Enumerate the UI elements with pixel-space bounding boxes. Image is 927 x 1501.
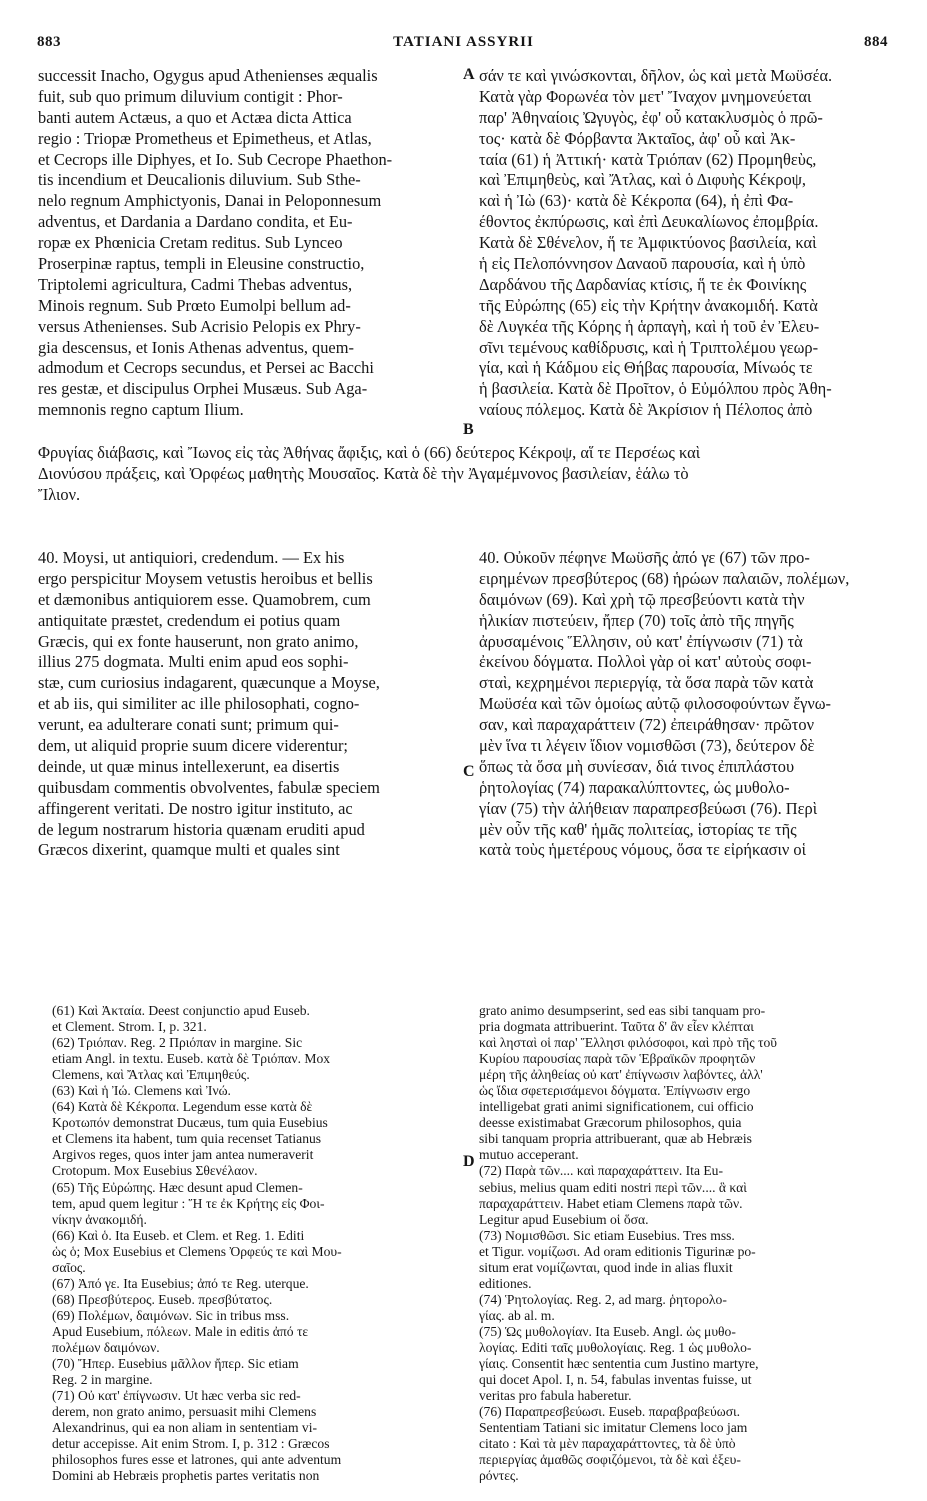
text-line: situm erat νομίζωνται, quod inde in alias fluxit [479, 1259, 733, 1275]
text-line: ειρημένων πρεσβύτερος (68) ἡρώων παλαιῶν, πολέμων, [479, 568, 850, 588]
text-line: Κυρίου παρουσίας παρὰ τῶν Ἑβραϊκῶν προφητῶν [479, 1051, 756, 1067]
text-line: καὶ λησταὶ οἱ παρ' Ἕλλησι φιλόσοφοι, καὶ πρὸ τῆς τοῦ [479, 1035, 777, 1051]
text-line: (71) Οὐ κατ' ἐπίγνωσιν. Ut hæc verba sic red- [52, 1388, 301, 1404]
text-line: καὶ ἡ Ἰὼ (63)· κατὰ δὲ Κέκροπα (64), ἡ ἐπὶ Φα- [479, 191, 794, 211]
footnotes-right [479, 1003, 892, 1484]
text-line: Reg. 2 in margine. [52, 1372, 153, 1388]
text-line: τος· κατὰ δὲ Φόρβαντα Ἀκταῖος, ἀφ' οὗ καὶ Ἀκ- [479, 128, 796, 148]
text-line: deinde, ut quæ minus intellexerunt, ea disertis [38, 756, 340, 776]
text-line: veritas pro fabula haberetur. [479, 1388, 632, 1404]
footnotes-left [52, 1003, 458, 1484]
text-line: 40. Moysi, ut antiquiori, credendum. — Ex his [38, 548, 345, 567]
margin-marker-d: D [463, 1153, 475, 1170]
text-line: μὲν οὖν τῆς καθ' ἡμᾶς πολιτείας, ἱστορίας τε τῆς [479, 819, 797, 839]
text-line: detur accepisse. Ait enim Strom. I, p. 312 : Græcos [52, 1436, 330, 1452]
text-line: etiam Angl. in textu. Euseb. κατὰ δὲ Τριόπαν. Mox [52, 1051, 331, 1067]
text-line: verunt, ea adulterare conati sunt; primum qui- [38, 715, 339, 735]
text-line: (73) Νομισθῶσι. Sic etiam Eusebius. Tres mss. [479, 1227, 735, 1243]
text-line: λογίας. Editi ταῖς μυθολογίαις. Reg. 1 ὡς μυθολο- [479, 1339, 752, 1355]
text-line: γίαν (75) τὴν ἀλήθειαν παραπρεσβεύωσι (76). Περὶ [479, 798, 818, 818]
text-line: Ἴλιον. [38, 484, 81, 504]
text-line: Alexandrinus, qui ea non aliam in sententiam vi- [52, 1420, 318, 1436]
text-line: ἀρυσαμένοις Ἕλλησιν, οὐ κατ' ἐπίγνωσιν (71) τὰ [479, 631, 803, 651]
text-line: μὲν ἵνα τι λέγειν ἴδιον νομισθῶσι (73), δεύτερον δὲ [479, 736, 815, 756]
text-line: intelligebat grati animi significationem, cui officio [479, 1099, 754, 1115]
text-line: res gestæ, et discipulus Orphei Musæus. Sub Aga- [38, 379, 368, 399]
text-line: Διονύσου πράξεις, καὶ Ὀρφέως μαθητὴς Μουσαῖος. Κατὰ δὲ τὴν Ἀγαμέμνονος βασιλείαν, ἑάλω τὸ [38, 463, 689, 483]
text-line: ὅπως τὰ ὅσα μὴ συνίεσαν, διά τινος ἐπιπλάστου [479, 756, 795, 776]
text-line: (74) Ῥητολογίας. Reg. 2, ad marg. ῥητορολο- [479, 1291, 727, 1307]
greek-full-width-text [38, 443, 894, 506]
text-line: Legitur apud Eusebium οἱ ὅσα. [479, 1211, 649, 1227]
text-line: deesse existimabat Græcorum philosophos, quia [479, 1115, 742, 1131]
text-line: sibi tanquam propria attribuerant, quæ ab Hebræis [479, 1131, 752, 1147]
text-line: σῖνι τεμένους καθίδρυσις, καὶ ἡ Τριπτολέμου γεωρ- [479, 337, 819, 357]
text-line: regio : Triopæ Prometheus et Epimetheus, et Atlas, [38, 128, 372, 148]
text-line: Δαρδάνου τῆς Δαρδανίας κτίσις, ἥ τε ἐκ Φοινίκης [479, 274, 807, 294]
text-line: ἐκείνου δόγματα. Πολλοὶ γὰρ οἱ κατ' αὐτοὺς σοφι- [479, 652, 812, 672]
text-line: δαιμόνων (69). Καὶ χρὴ τῷ πρεσβεύοντι κατὰ τὴν [479, 589, 805, 609]
text-line: νίκην ἀνακομιδή. [52, 1211, 147, 1227]
text-line: (63) Καὶ ἡ Ἰώ. Clemens καὶ Ἰνώ. [52, 1083, 231, 1099]
text-line: περιεργίας ἀμαθῶς σοφιζόμενοι, τὰ δὲ καὶ ἐξευ- [479, 1452, 741, 1468]
text-line: philosophos fures esse et latrones, qui ante adventum [52, 1452, 342, 1468]
text-line: Κροτωπόν demonstrat Ducæus, tum quia Eusebius [52, 1115, 328, 1131]
text-line: affingerent veritati. De nostro igitur instituto, ac [38, 798, 353, 818]
text-line: sebius, melius quam editi nostri περὶ τῶν.... ἃ καὶ [479, 1179, 747, 1195]
text-line: editiones. [479, 1275, 532, 1291]
margin-marker-b: B [463, 421, 474, 438]
text-line: σταὶ, κεχρημένοι περιεργίᾳ, τὰ ὅσα παρὰ τῶν κατὰ [479, 673, 814, 693]
margin-marker-c: C [463, 763, 475, 780]
text-line: παρ' Ἀθηναίοις Ὠγυγὸς, ἐφ' οὗ κατακλυσμὸς ὁ πρῶ- [479, 107, 823, 127]
page-number-left: 883 [37, 34, 61, 50]
text-line: et Tigur. νομίζωσι. Ad oram editionis Tigurinæ po- [479, 1243, 756, 1259]
text-line: ναίους πόλεμος. Κατὰ δὲ Ἀκρίσιον ἡ Πέλοπος ἀπὸ [479, 400, 813, 420]
greek-column-top [479, 66, 892, 421]
text-line: de legum nostrarum historia quænam eruditi apud [38, 819, 365, 839]
latin-column-mid [38, 548, 463, 861]
text-line: gia descensus, et Ionis Athenas adventus, quem- [38, 337, 354, 357]
text-line: μέρη τῆς ἀληθείας οὐ κατ' ἐπίγνωσιν λαβόντες, ἀλλ' [479, 1067, 763, 1083]
text-line: quibusdam commentis obvolventes, fabulæ speciem [38, 777, 380, 797]
text-line: (62) Τριόπαν. Reg. 2 Πριόπαν in margine. Sic [52, 1035, 303, 1051]
text-line: ρόντες. [479, 1468, 519, 1484]
text-line: (75) Ὡς μυθολογίαν. Ita Euseb. Angl. ὡς μυθο- [479, 1323, 736, 1339]
text-line: ταία (61) ἡ Ἀττική· κατὰ Τριόπαν (62) Προμηθεὺς, [479, 149, 817, 169]
text-line: dem, ut aliquid proprie suum dicere viderentur; [38, 736, 348, 756]
text-line: Argivos reges, quos inter jam antea numeraverit [52, 1147, 314, 1163]
text-line: banti autem Actæus, a quo et Actæa dicta Attica [38, 107, 352, 127]
text-line: Κατὰ γὰρ Φορωνέα τὸν μετ' Ἴναχον μνημονεύεται [479, 86, 812, 106]
text-line: (70) Ἤπερ. Eusebius μᾶλλον ἤπερ. Sic etiam [52, 1356, 299, 1372]
text-line: Κατὰ δὲ Σθένελον, ἥ τε Ἀμφικτύονος βασιλεία, καὶ [479, 233, 817, 253]
text-line: Crotopum. Mox Eusebius Σθενέλαον. [52, 1163, 258, 1179]
text-line: Clemens, καὶ Ἄτλας καὶ Ἐπιμηθεύς. [52, 1067, 250, 1083]
text-line: γίαις. Consentit hæc sententia cum Justino martyre, [479, 1356, 759, 1372]
text-line: qui docet Apol. I, n. 54, fabulas inventas fuisse, ut [479, 1372, 752, 1388]
text-line: antiquitate præstet, credendum ei potius quam [38, 610, 341, 630]
text-line: τῆς Εὐρώπης (65) εἰς τὴν Κρήτην ἀνακομιδή. Κατὰ [479, 295, 818, 315]
text-line: ropæ ex Phœnicia Cretam reditus. Sub Lynceo [38, 233, 343, 253]
text-line: Proserpinæ raptus, templi in Eleusine constructio, [38, 254, 365, 274]
text-line: Φρυγίας διάβασις, καὶ Ἴωνος εἰς τὰς Ἀθήνας ἄφιξις, καὶ ὁ (66) δεύτερος Κέκροψ, αἵ τε Περσέως καὶ [38, 443, 701, 462]
text-line: Triptolemi agricultura, Cadmi Thebas adventus, [38, 274, 353, 294]
text-line: έθοντος ἐκπύρωσις, καὶ ἐπὶ Δευκαλίωνος ἐπομβρία. [479, 212, 819, 232]
running-title: TATIANI ASSYRII [393, 34, 534, 50]
text-line: ὡς ἴδια σφετερισάμενοι δόγματα. Ἐπίγνωσιν ergo [479, 1083, 751, 1099]
text-line: successit Inacho, Ogygus apud Athenienses æqualis [38, 66, 378, 85]
text-line: ergo perspicitur Moysem vetustis heroibus et bellis [38, 568, 373, 588]
text-line: ῥητολογίας (74) παρακαλύπτοντες, ὡς μυθολο- [479, 777, 790, 797]
text-line: ἡ βασιλεία. Κατὰ δὲ Προῖτον, ὁ Εὐμόλπου πρὸς Ἀθη- [479, 379, 832, 399]
text-line: (66) Καὶ ὁ. Ita Euseb. et Clem. et Reg. 1. Editi [52, 1227, 305, 1243]
text-line: σάν τε καὶ γινώσκονται, δῆλον, ὡς καὶ μετὰ Μωϋσέα. [479, 66, 833, 85]
text-line: et Cecrops ille Diphyes, et Io. Sub Cecrope Phaethon- [38, 149, 393, 169]
text-line: fuit, sub quo primum diluvium contigit : Phor- [38, 86, 343, 106]
text-line: pria dogmata attribuerint. Ταῦτα δ' ἂν εἶεν κλέπται [479, 1019, 754, 1035]
margin-marker-a: A [463, 66, 475, 83]
text-line: Minois regnum. Sub Prœto Eumolpi bellum ad- [38, 295, 351, 315]
text-line: derem, non grato animo, persuasit mihi Clemens [52, 1404, 317, 1420]
text-line: versus Athenienses. Sub Acrisio Pelopis ex Phry- [38, 316, 361, 336]
text-line: mutuo acceperant. [479, 1147, 579, 1163]
text-line: grato animo desumpserint, sed eas sibi tanquam pro- [479, 1003, 766, 1018]
text-line: citato : Καὶ τὰ μὲν παραχαράττοντες, τὰ δὲ ὑπὸ [479, 1436, 736, 1452]
text-line: ἡλικίαν πιστεύειν, ἤπερ (70) τοῖς ἀπὸ τῆς πηγῆς [479, 610, 794, 630]
text-line: (69) Πολέμων, δαιμόνων. Sic in tribus mss. [52, 1307, 290, 1323]
page-number-right: 884 [864, 34, 888, 50]
text-line: καὶ Ἐπιμηθεὺς, καὶ Ἄτλας, καὶ ὁ Διφυὴς Κέκροψ, [479, 170, 807, 190]
text-line: παραχαράττειν. Habet etiam Clemens παρὰ τῶν. [479, 1195, 743, 1211]
text-line: (72) Παρὰ τῶν.... καὶ παραχαράττειν. Ita Eu- [479, 1163, 723, 1179]
text-line: memnonis regno captum Ilium. [38, 400, 244, 420]
text-line: (61) Καὶ Ἀκταία. Deest conjunctio apud Euseb. [52, 1003, 310, 1018]
text-line: (67) Ἀπό γε. Ita Eusebius; ἀπό τε Reg. uterque. [52, 1275, 309, 1291]
text-line: Apud Eusebium, πόλεων. Male in editis ἀπό τε [52, 1323, 309, 1339]
greek-column-mid [479, 548, 892, 861]
text-line: γία, καὶ ἡ Κάδμου εἰς Θήβας παρουσία, Μίνωός τε [479, 358, 813, 378]
text-line: δὲ Λυγκέα τῆς Κόρης ἡ ἁρπαγὴ, καὶ ἡ τοῦ ἐν Ἐλευ- [479, 316, 820, 336]
text-line: (65) Τῆς Εὐρώπης. Hæc desunt apud Clemen- [52, 1179, 303, 1195]
text-line: illius 275 dogmata. Multi enim apud eos sophi- [38, 652, 349, 672]
text-line: Sententiam Tatiani sic imitatur Clemens loco jam [479, 1420, 748, 1436]
text-line: tem, apud quem legitur : Ἥ τε ἐκ Κρήτης εἰς Φοι- [52, 1195, 325, 1211]
text-line: stæ, cum curiosius indagarent, quæcunque a Moyse, [38, 673, 380, 693]
text-line: Domini ab Hebræis prophetis partes veritatis non [52, 1468, 320, 1484]
text-line: (64) Κατὰ δὲ Κέκροπα. Legendum esse κατὰ δὲ [52, 1099, 313, 1115]
text-line: πολέμων δαιμόνων. [52, 1339, 160, 1355]
text-line: κατὰ τοὺς ἡμετέρους νόμους, ὅσα τε εἰρήκασιν οἱ [479, 840, 807, 860]
text-line: admodum et Cecrops secundus, et Persei ac Bacchi [38, 358, 374, 378]
text-line: et Clemens ita habent, tum quia recenset Tatianus [52, 1131, 322, 1147]
text-line: (68) Πρεσβύτερος. Euseb. πρεσβύτατος. [52, 1291, 273, 1307]
text-line: Μωϋσέα καὶ τῶν ὁμοίως αὐτῷ φιλοσοφούντων ἔγνω- [479, 694, 832, 714]
text-line: γίας. ab al. m. [479, 1307, 555, 1323]
text-line: σαῖος. [52, 1259, 86, 1275]
text-line: et Clement. Strom. I, p. 321. [52, 1019, 207, 1035]
text-line: et ab iis, qui similiter ac ille philosophati, cogno- [38, 694, 360, 714]
text-line: Græcos dixerint, quamque multi et quales sint [38, 840, 340, 860]
text-line: ἡ εἰς Πελοπόννησον Δαναοῦ παρουσία, καὶ ἡ ὑπὸ [479, 254, 806, 274]
text-line: Græcis, qui ex fonte hauserunt, non grato animo, [38, 631, 359, 651]
text-line: (76) Παραπρεσβεύωσι. Euseb. παραβραβεύωσι. [479, 1404, 741, 1420]
text-line: nelo regnum Amphictyonis, Danai in Peloponnesum [38, 191, 382, 211]
text-line: et dæmonibus antiquiorem esse. Quamobrem, cum [38, 589, 371, 609]
text-line: ὡς ὁ; Mox Eusebius et Clemens Ὀρφεύς τε καὶ Μου- [52, 1243, 342, 1259]
latin-column-top [38, 66, 463, 421]
text-line: tis incendium et Deucalionis diluvium. Sub Sthe- [38, 170, 361, 190]
text-line: 40. Οὐκοῦν πέφηνε Μωϋσῆς ἀπό γε (67) τῶν προ- [479, 548, 810, 567]
text-line: adventus, et Dardania a Dardano condita, et Eu- [38, 212, 353, 232]
text-line: σαν, καὶ παραχαράττειν (72) ἐπειράθησαν· πρῶτον [479, 715, 814, 735]
